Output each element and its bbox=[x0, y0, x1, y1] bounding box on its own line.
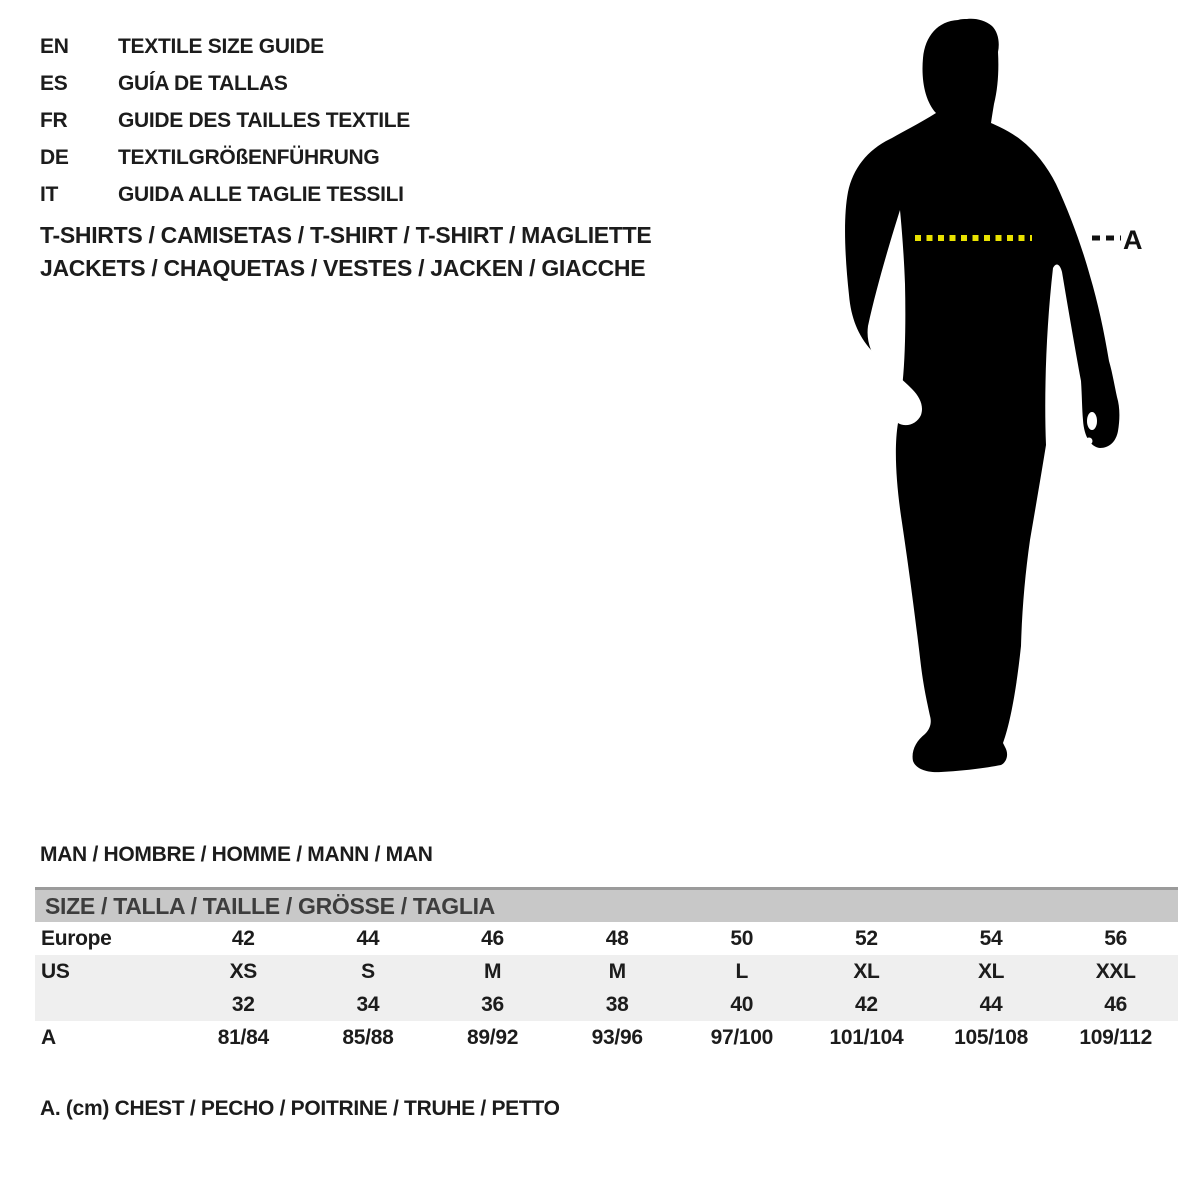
man-silhouette bbox=[845, 19, 1119, 772]
size-cell: 93/96 bbox=[591, 1026, 643, 1049]
size-cell: 109/112 bbox=[1079, 1026, 1153, 1049]
size-cell: L bbox=[735, 960, 749, 983]
section-title: MAN / HOMBRE / HOMME / MANN / MAN bbox=[40, 843, 433, 866]
size-cell: 56 bbox=[1104, 927, 1128, 950]
size-table bbox=[35, 887, 1178, 1054]
size-cell: 36 bbox=[481, 993, 504, 1016]
size-cell: 42 bbox=[855, 993, 878, 1016]
size-cell: 105/108 bbox=[954, 1026, 1028, 1049]
size-cell: 52 bbox=[855, 927, 878, 950]
size-cell: 85/88 bbox=[342, 1026, 394, 1049]
row-label: Europe bbox=[41, 927, 112, 950]
measurement-footnote: A. (cm) CHEST / PECHO / POITRINE / TRUHE / PETTO bbox=[40, 1097, 560, 1120]
size-cell: 48 bbox=[605, 927, 629, 950]
fist-notch-small bbox=[1086, 438, 1093, 445]
measure-label-a: A bbox=[1123, 225, 1143, 255]
size-cell: 97/100 bbox=[710, 1026, 774, 1049]
size-cell: 40 bbox=[730, 993, 754, 1016]
size-cell: 34 bbox=[356, 993, 380, 1016]
language-title: GUÍA DE TALLAS bbox=[118, 72, 288, 95]
size-cell: 38 bbox=[605, 993, 629, 1016]
row-label: US bbox=[41, 960, 70, 983]
language-title: GUIDA ALLE TAGLIE TESSILI bbox=[118, 183, 404, 206]
language-title: TEXTILGRÖßENFÜHRUNG bbox=[118, 146, 380, 169]
language-title: TEXTILE SIZE GUIDE bbox=[118, 35, 324, 58]
size-cell: XS bbox=[229, 960, 258, 983]
size-table-header: SIZE / TALLA / TAILLE / GRÖSSE / TAGLIA bbox=[35, 887, 1178, 922]
size-cell: 46 bbox=[481, 927, 504, 950]
product-line-tshirts: T-SHIRTS / CAMISETAS / T-SHIRT / T-SHIRT / MAGLIETTE bbox=[40, 222, 652, 248]
size-cell: S bbox=[361, 960, 375, 983]
size-cell: XL bbox=[977, 960, 1005, 983]
size-cell: 32 bbox=[231, 993, 255, 1016]
size-cell: M bbox=[483, 960, 502, 983]
size-cell: XL bbox=[853, 960, 880, 983]
row-label: A bbox=[41, 1026, 56, 1049]
language-code: FR bbox=[40, 109, 68, 132]
size-cell: 89/92 bbox=[467, 1026, 519, 1049]
fist-notch bbox=[1087, 412, 1097, 430]
size-cell: 54 bbox=[979, 927, 1003, 950]
size-cell: 42 bbox=[231, 927, 255, 950]
table-row-chest bbox=[35, 1021, 1178, 1054]
table-row-europe bbox=[35, 922, 1178, 955]
size-cell: M bbox=[608, 960, 626, 983]
language-code: ES bbox=[40, 72, 68, 95]
language-code: EN bbox=[40, 35, 69, 58]
size-cell: 50 bbox=[730, 927, 754, 950]
language-code: IT bbox=[40, 183, 59, 206]
product-line-jackets: JACKETS / CHAQUETAS / VESTES / JACKEN / GIACCHE bbox=[40, 255, 646, 281]
table-row-us-numeric bbox=[35, 988, 1178, 1021]
size-cell: 44 bbox=[356, 927, 380, 950]
size-cell: 101/104 bbox=[829, 1026, 904, 1049]
size-cell: XXL bbox=[1095, 960, 1136, 983]
language-code: DE bbox=[40, 146, 69, 169]
row-label bbox=[35, 988, 181, 1021]
size-cell: 81/84 bbox=[217, 1026, 269, 1049]
language-title: GUIDE DES TAILLES TEXTILE bbox=[118, 109, 410, 132]
size-cell: 46 bbox=[1104, 993, 1128, 1016]
table-row-us bbox=[35, 955, 1178, 988]
size-cell: 44 bbox=[979, 993, 1003, 1016]
